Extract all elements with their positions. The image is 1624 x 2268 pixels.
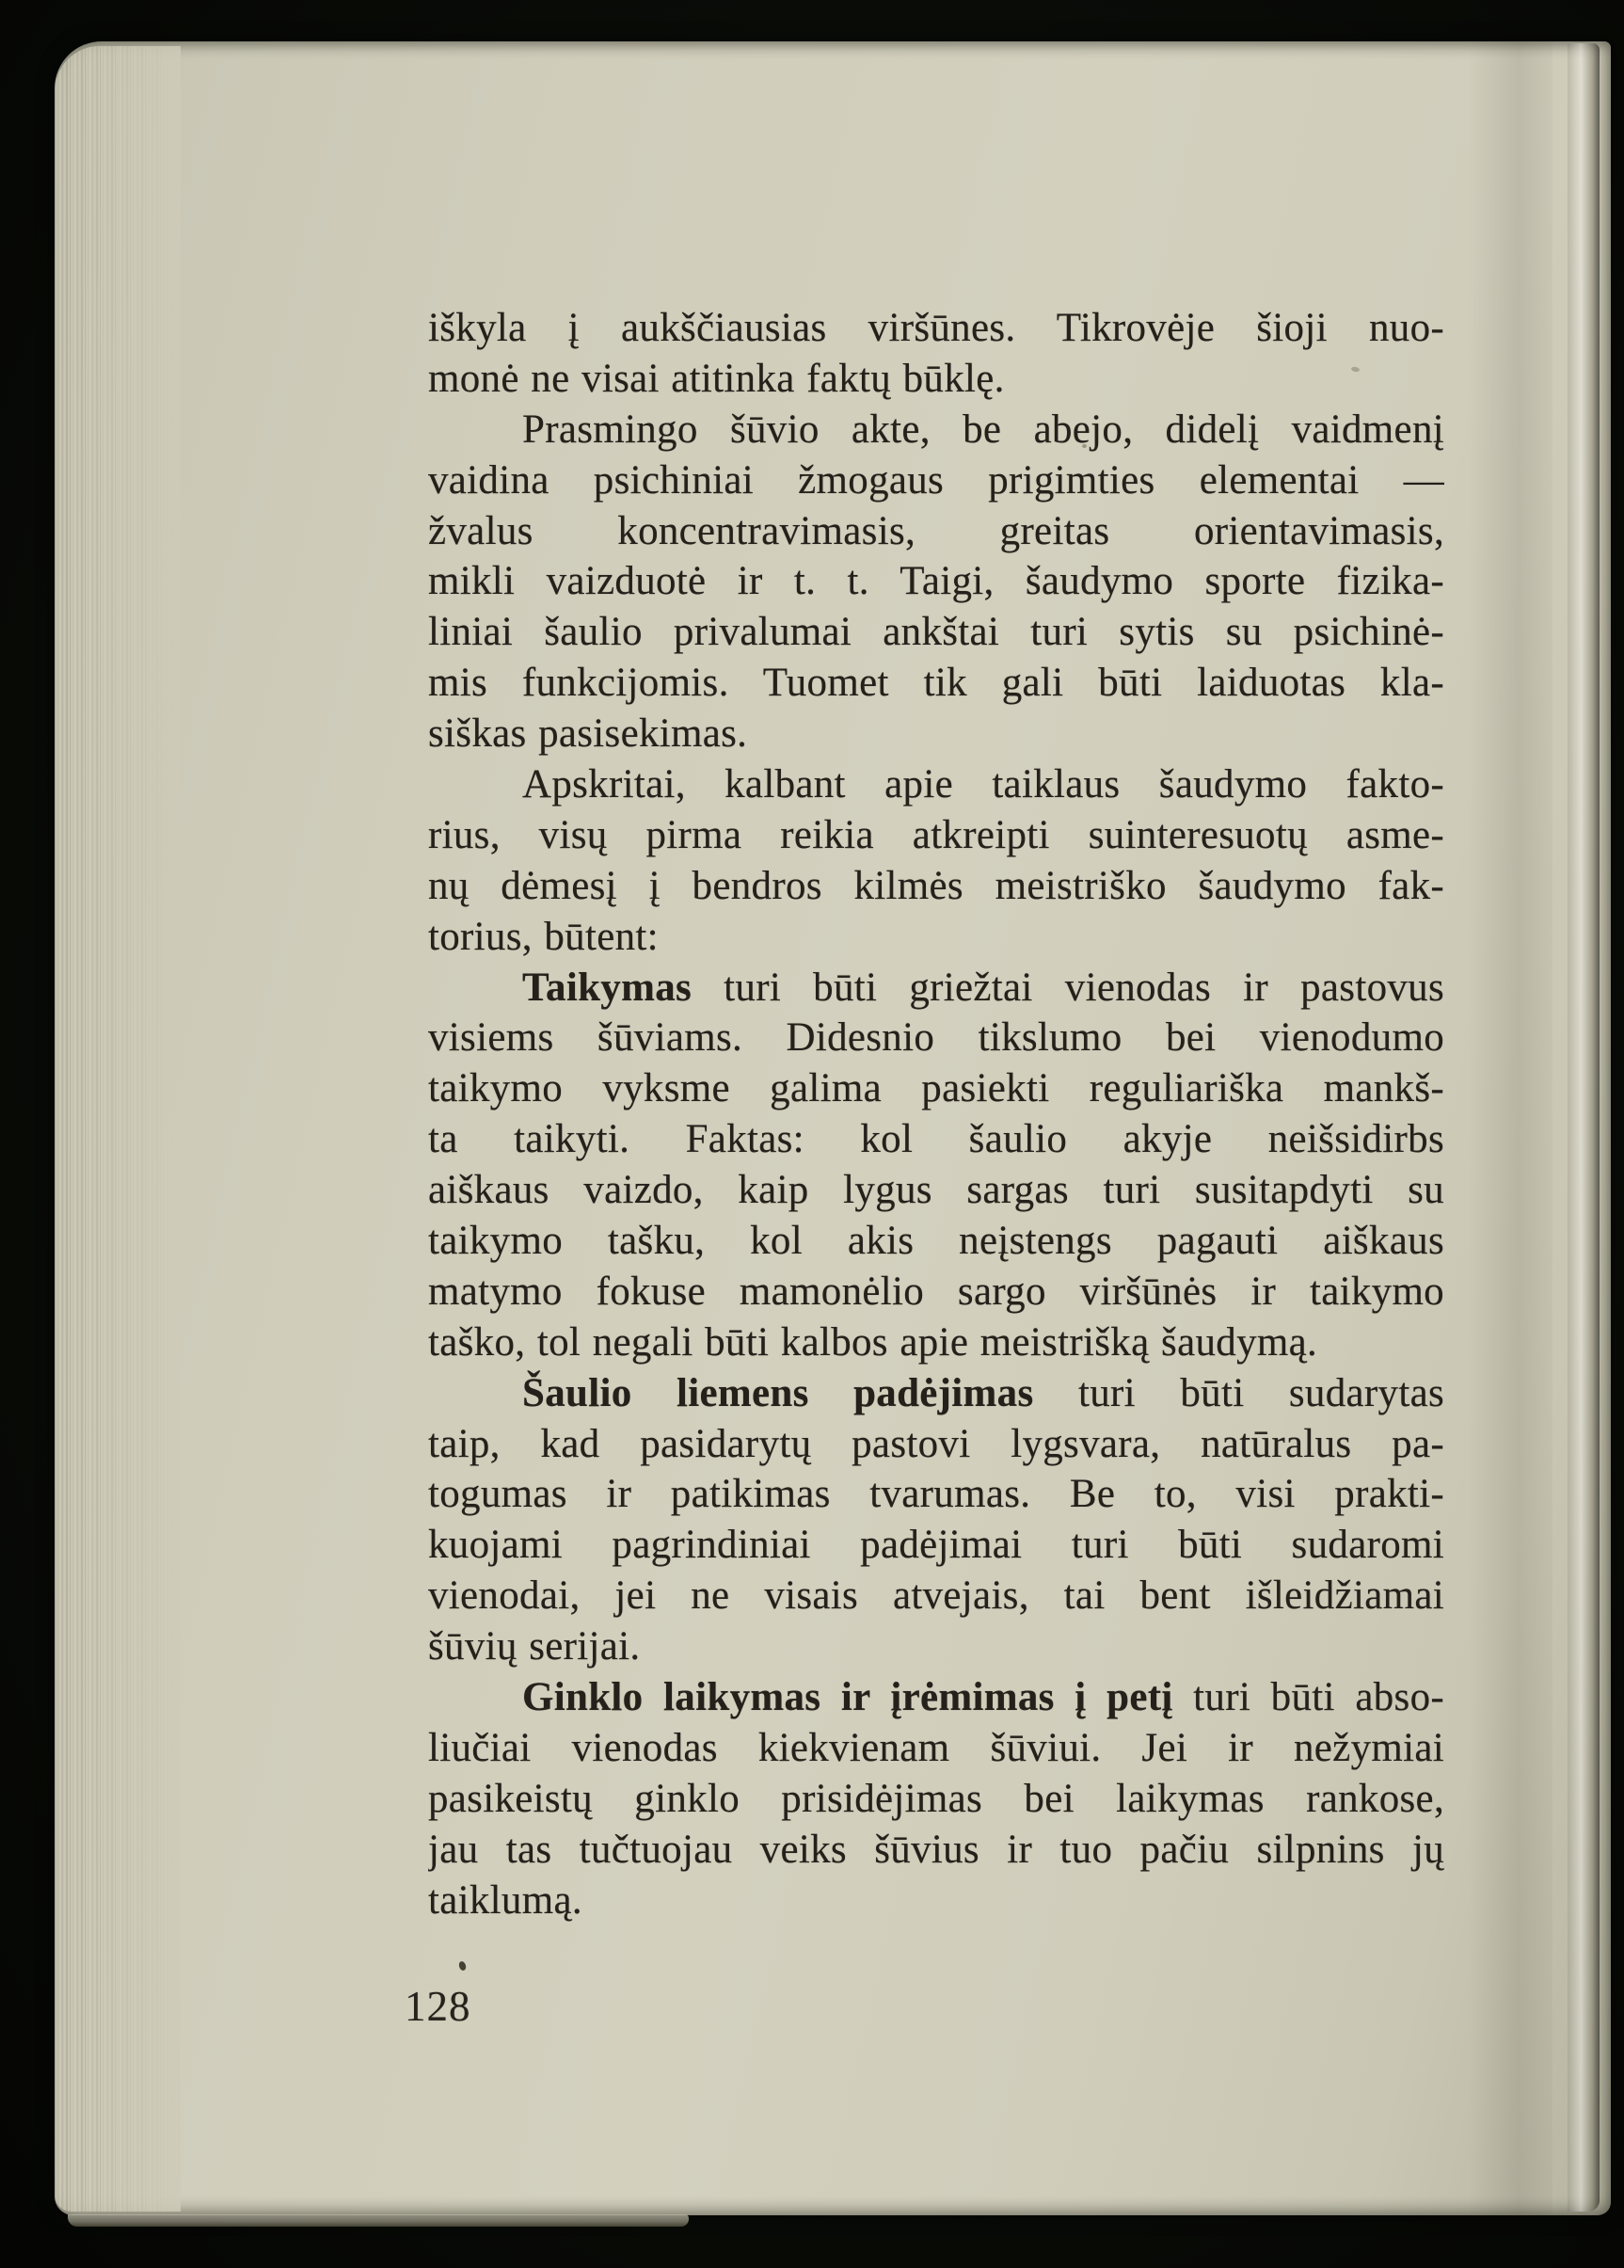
text-line: Ginklo laikymas ir įrėmimas į petį turi būti abso-	[522, 1675, 1444, 1720]
scan-speck	[458, 1960, 468, 1972]
text-line: jau tas tučtuojau veiks šūvius ir tuo pačiu silpnins jų	[428, 1827, 1444, 1872]
text-line: ta taikyti. Faktas: kol šaulio akyje neišsidirbs	[428, 1117, 1444, 1162]
text-line: nų dėmesį į bendros kilmės meistriško šaudymo fak-	[428, 863, 1444, 908]
text-line: monė ne visai atitinka faktų būklę.	[428, 356, 1005, 401]
page-right-edge	[1568, 43, 1600, 2212]
text-line: taško, tol negali būti kalbos apie meistrišką šaudymą.	[428, 1319, 1318, 1365]
text-line: mikli vaizduotė ir t. t. Taigi, šaudymo sporte fizika-	[428, 559, 1444, 604]
page-stack-bottom-edges	[68, 2214, 689, 2227]
text-line: visiems šūviams. Didesnio tikslumo bei vienodumo	[428, 1015, 1444, 1061]
text-line: šūvių serijai.	[428, 1624, 641, 1669]
text-line: vaidina psichiniai žmogaus prigimties elementai —	[428, 457, 1444, 503]
text-line: aiškaus vaizdo, kaip lygus sargas turi susitapdyti su	[428, 1168, 1444, 1213]
text-line: taikymo vyksme galima pasiekti reguliariška mankš-	[428, 1066, 1444, 1111]
text-line: liniai šaulio privalumai ankštai turi sytis su psichinė-	[428, 610, 1444, 655]
text-line: taikymo tašku, kol akis neįstengs pagauti aiškaus	[428, 1219, 1444, 1264]
text-line: torius, būtent:	[428, 914, 659, 959]
text-line: taiklumą.	[428, 1877, 582, 1923]
scanned-page	[55, 41, 1611, 2215]
text-line: siškas pasisekimas.	[428, 711, 748, 757]
text-line: pasikeistų ginklo prisidėjimas bei laikymas rankose,	[428, 1776, 1444, 1821]
text-line: Taikymas turi būti griežtai vienodas ir pastovus	[522, 965, 1444, 1010]
text-line: rius, visų pirma reikia atkreipti suinteresuotų asme-	[428, 812, 1444, 857]
text-line: mis funkcijomis. Tuomet tik gali būti laiduotas kla-	[428, 661, 1444, 706]
page-right-curvature-shade	[1468, 41, 1552, 2215]
text-line: Šaulio liemens padėjimas turi būti sudarytas	[522, 1370, 1444, 1415]
text-line: vienodai, jei ne visais atvejais, tai bent išleidžiamai	[428, 1573, 1444, 1619]
text-line: taip, kad pasidarytų pastovi lygsvara, natūralus pa-	[428, 1421, 1444, 1466]
text-line: kuojami pagrindiniai padėjimai turi būti sudaromi	[428, 1523, 1444, 1568]
text-line: matymo fokuse mamonėlio sargo viršūnės ir taikymo	[428, 1269, 1444, 1314]
page-text	[428, 303, 1444, 1926]
page-number: 128	[405, 1983, 471, 2030]
text-line: iškyla į aukščiausias viršūnes. Tikrovėje šioji nuo-	[428, 306, 1444, 350]
page-stack-left-edges	[55, 46, 181, 2212]
text-line: Prasmingo šūvio akte, be abejo, didelį vaidmenį	[522, 407, 1444, 452]
text-line: Apskritai, kalbant apie taiklaus šaudymo fakto-	[522, 762, 1444, 807]
scan-speck	[1082, 444, 1087, 448]
text-line: žvalus koncentravimasis, greitas orientavimasis,	[428, 508, 1444, 553]
text-line: liučiai vienodas kiekvienam šūviui. Jei ir nežymiai	[428, 1725, 1444, 1770]
text-line: togumas ir patikimas tvarumas. Be to, visi prakti-	[428, 1472, 1444, 1517]
